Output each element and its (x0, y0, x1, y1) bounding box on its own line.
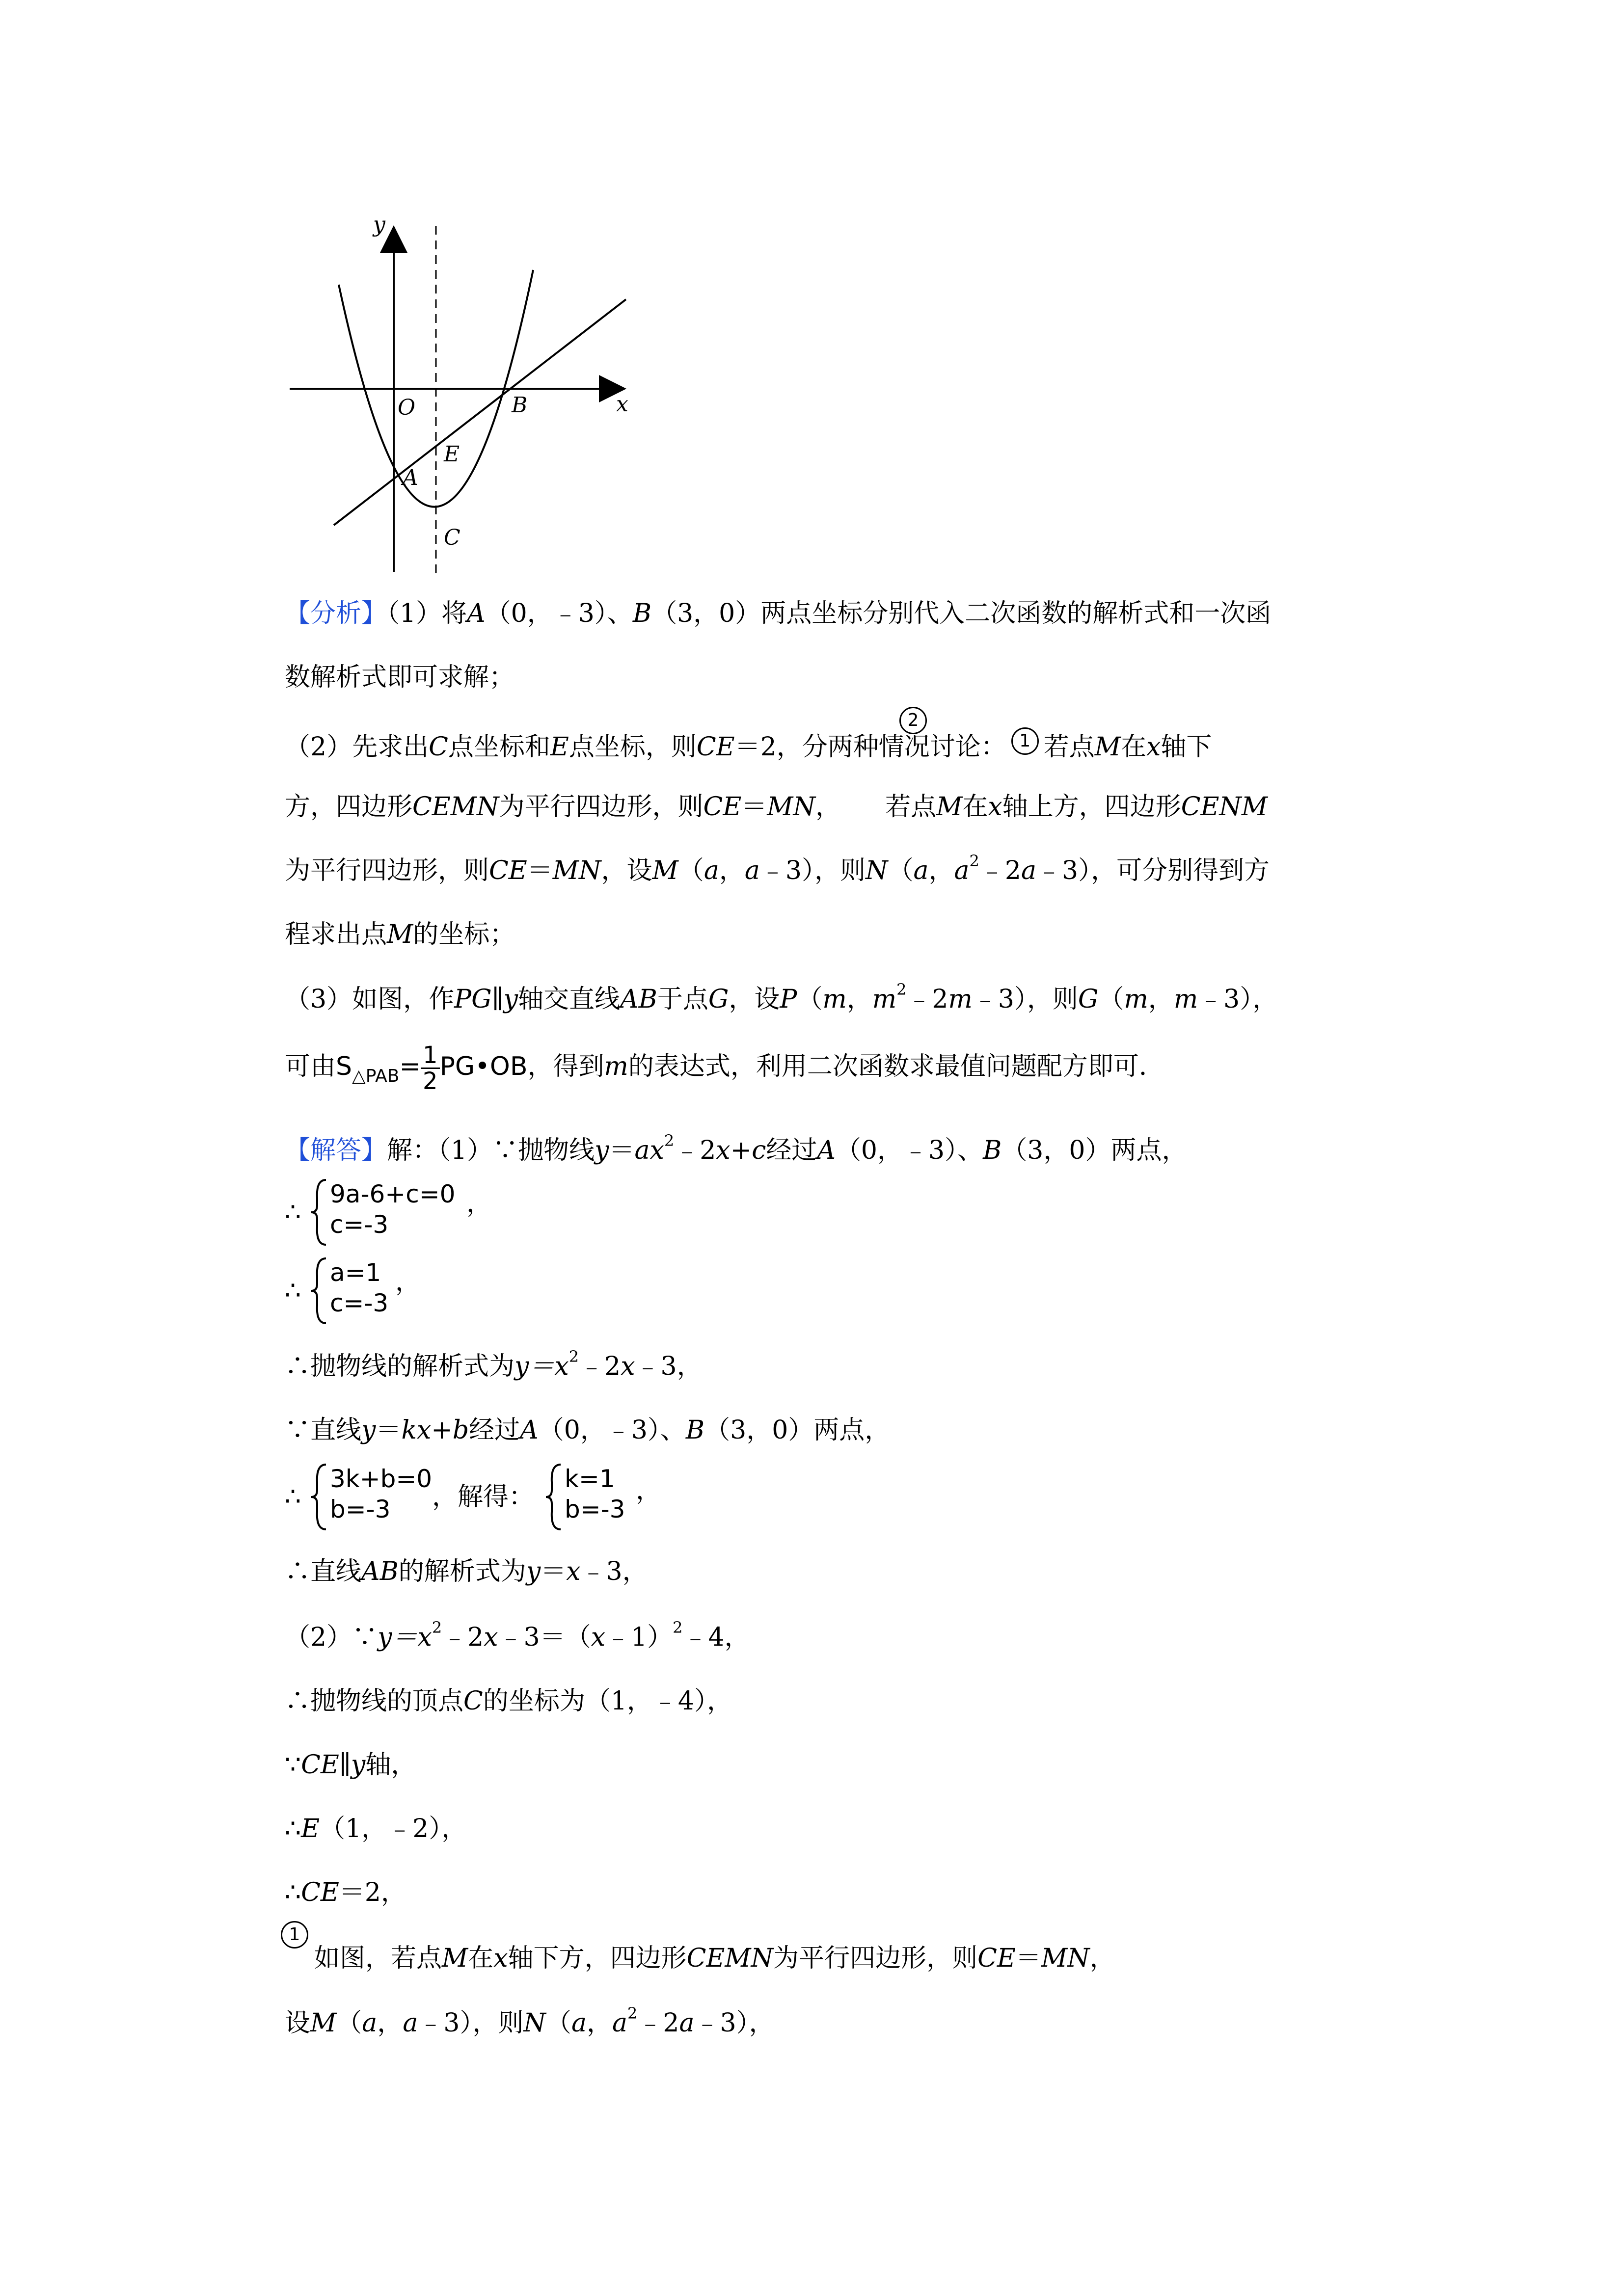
label-b: B (512, 393, 528, 418)
analysis-tag: 【分析】 (285, 599, 387, 628)
analysis-line-3: （2）先求出C点坐标和E点坐标，则CE＝2，分两种情况讨论： 1 若点M在x轴下 (285, 727, 1212, 763)
circled-one: 1 (1011, 727, 1039, 755)
analysis-line-2: 数解析式即可求解； (285, 663, 515, 692)
analysis-line-8: 可由$S_{\triangle PAB}=$ $\frac{1}{2}$ PG•OB，得到m的表达式，利用二次函数求最值问题配方即可． (285, 1041, 1164, 1095)
answer-line-11: ∴E（1，﹣2）， (285, 1814, 467, 1843)
parabola-figure (280, 206, 633, 579)
analysis-line-4: 方，四边形CEMN为平行四边形，则CE＝MN， 若点M在x轴上方，四边形CENM (285, 792, 1268, 822)
label-a: A (403, 465, 418, 490)
analysis-line-6: 程求出点M的坐标； (285, 920, 515, 949)
brace-4 (544, 1463, 564, 1531)
analysis-line-1: 【分析】（1）将A（0，﹣3）、B（3，0）两点坐标分别代入二次函数的解析式和一次函 (285, 599, 1272, 628)
comma-1: ， (466, 1189, 492, 1218)
label-x: x (616, 392, 628, 417)
answer-line-10: ∵CE∥y轴， (285, 1750, 417, 1780)
brace-2 (309, 1256, 329, 1325)
solve-text: ，解得： (432, 1482, 535, 1512)
answer-line-4: ∴抛物线的解析式为$y=x^2﹣2x﹣3$， (285, 1347, 703, 1381)
therefore-sys1: ∴ (285, 1198, 301, 1227)
answer-line-7: ∴直线AB的解析式为y＝x﹣3， (285, 1557, 648, 1586)
system-1: 9a-6+c=0 c=-3 (330, 1180, 456, 1239)
answer-line-5: ∵直线y＝kx+b经过A（0，﹣3）、B（3，0）两点， (285, 1415, 891, 1445)
answer-line-9: ∴抛物线的顶点C的坐标为（1，﹣4）， (285, 1686, 732, 1716)
answer-line-1: 【解答】解：（1）∵抛物线$y=ax^2﹣2x+c$经过A（0，﹣3）、B（3，0）两点， (285, 1131, 1188, 1165)
answer-line-14: 设M（a，a﹣3），则N（a，$a^2﹣2a﹣3$）， (285, 2004, 775, 2038)
answer-line-8: $(2)\because y=x^2﹣2x﹣3=(x﹣1)^2﹣4$， (285, 1618, 750, 1652)
answer-line-13: 如图，若点M在x轴下方，四边形CEMN为平行四边形，则CE＝MN， (314, 1944, 1115, 1973)
line-ab (334, 299, 626, 525)
answer-line-12: ∴CE＝2， (285, 1878, 406, 1907)
circled-one-answer: 1 (281, 1921, 308, 1949)
comma-2: ， (395, 1267, 421, 1297)
system-2: a=1 c=-3 (330, 1258, 389, 1317)
brace-3 (309, 1463, 329, 1531)
brace-1 (309, 1178, 329, 1247)
therefore-sys2: ∴ (285, 1276, 301, 1306)
label-y: y (373, 212, 385, 237)
circled-two: 2 (899, 707, 927, 734)
area-formula: $S_{\triangle PAB}=$ $\frac{1}{2}$ PG•OB (336, 1041, 528, 1095)
answer-tag: 【解答】 (285, 1136, 387, 1165)
label-e: E (444, 442, 460, 467)
label-o: O (398, 395, 416, 420)
analysis-line-5: 为平行四边形，则CE＝MN，设M（a，a﹣3），则N（a，$a^2﹣2a﹣3$），可分别得到方 (285, 852, 1270, 885)
comma-4: ， (636, 1476, 662, 1505)
analysis-line-7: （3）如图，作PG∥y轴交直线AB于点G，设P（m，$m^2﹣2m﹣3$），则G（m，m﹣3）， (285, 980, 1278, 1014)
system-3: 3k+b=0 b=-3 (330, 1465, 433, 1523)
label-c: C (444, 525, 460, 550)
system-4: k=1 b=-3 (565, 1465, 625, 1523)
therefore-sys3: ∴ (285, 1482, 301, 1512)
